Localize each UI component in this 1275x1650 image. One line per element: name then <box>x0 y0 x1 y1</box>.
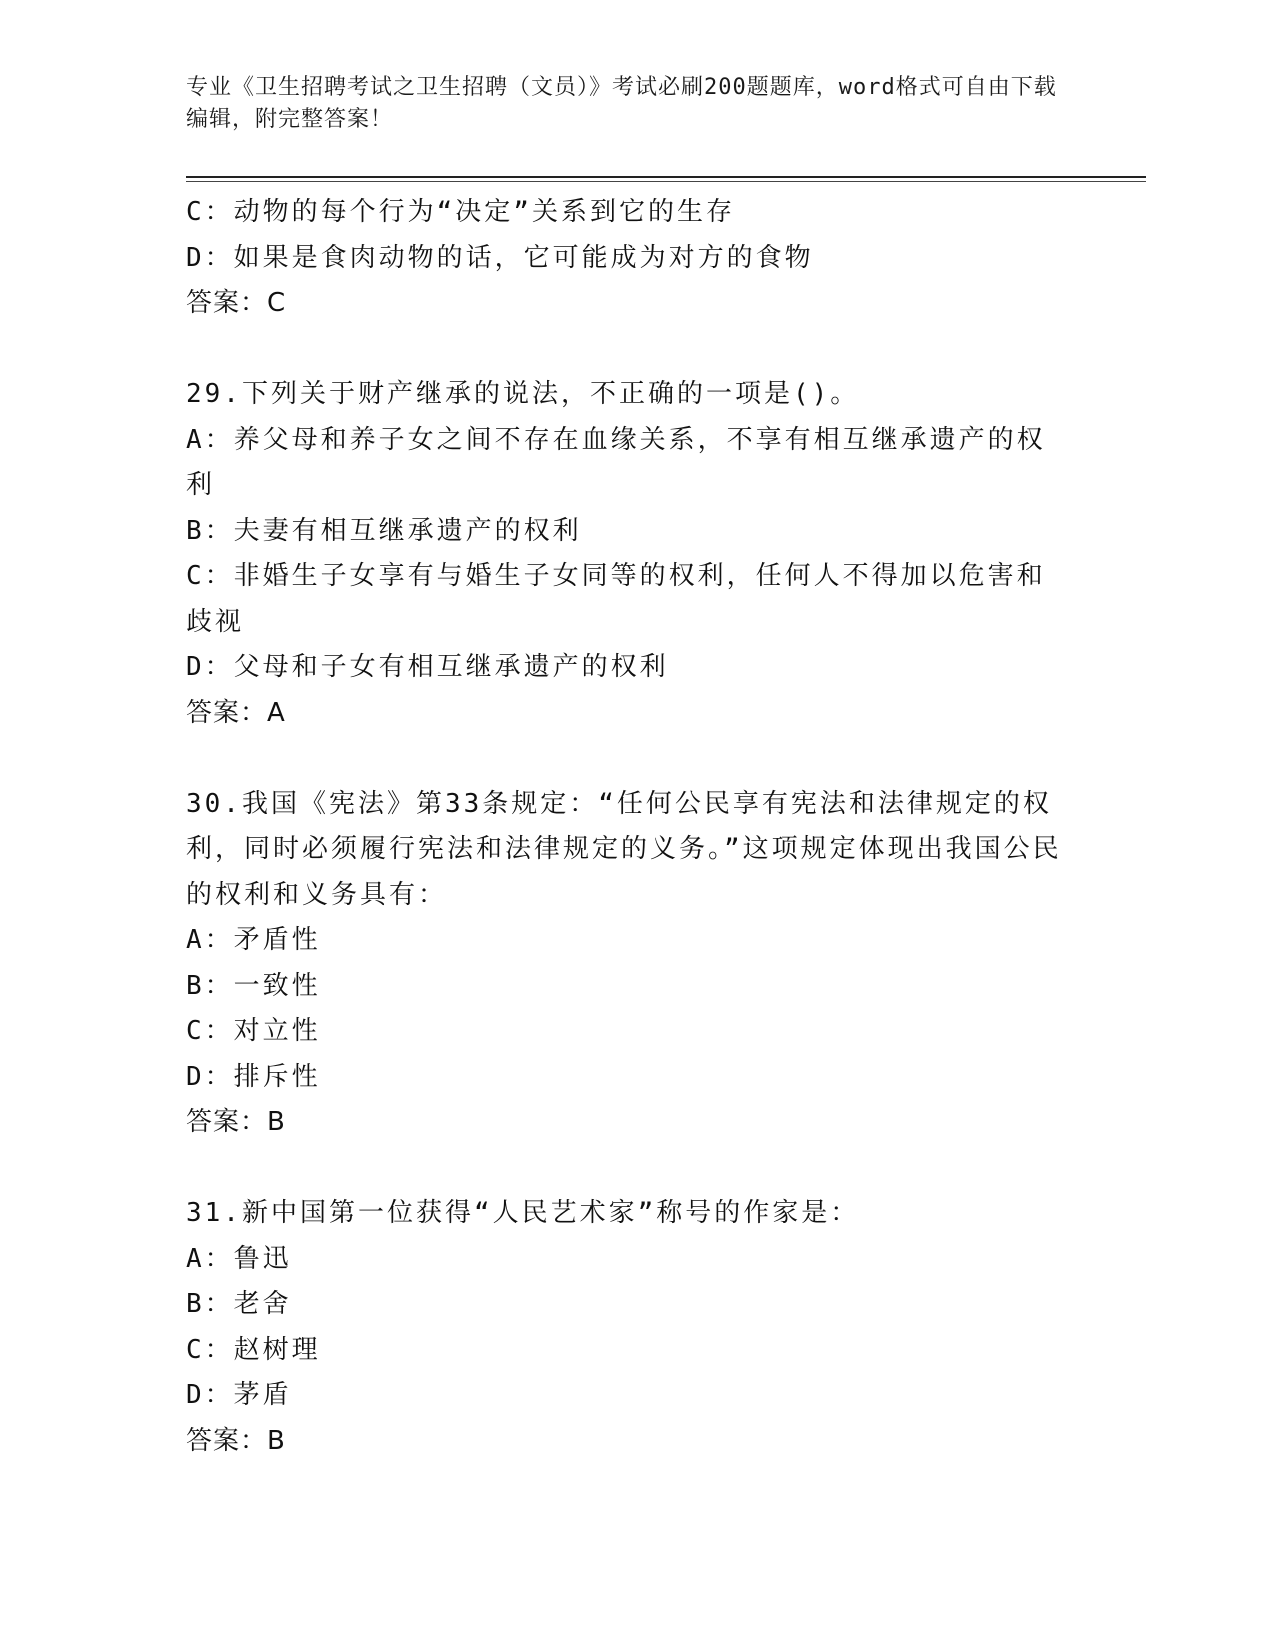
option-c: C：动物的每个行为“决定”关系到它的生存 <box>186 197 735 227</box>
question-block-30 <box>186 782 1066 1146</box>
option-a: A：鲁迅 <box>186 1243 292 1274</box>
question-list <box>186 190 1066 1464</box>
option-d: D：如果是食肉动物的话，它可能成为对方的食物 <box>186 242 814 273</box>
option-d: D：茅盾 <box>186 1380 292 1410</box>
option-c: C：赵树理 <box>186 1334 321 1365</box>
option-d: D：排斥性 <box>186 1061 321 1092</box>
question-block-28 <box>186 190 1066 327</box>
option-a: A：养父母和养子女之间不存在血缘关系，不享有相互继承遗产的权利 <box>186 424 1046 500</box>
option-c: C：对立性 <box>186 1016 321 1046</box>
option-b: B：老舍 <box>186 1289 292 1319</box>
question-text: 29.下列关于财产继承的说法，不正确的一项是()。 <box>186 379 860 409</box>
spacer <box>186 327 1066 373</box>
question-text: 30.我国《宪法》第33条规定：“任何公民享有宪法和法律规定的权利，同时必须履行宪法和法律规定的义务。”这项规定体现出我国公民的权利和义务具有： <box>186 788 1062 910</box>
option-a: A：矛盾性 <box>186 925 321 955</box>
header-divider-thick <box>186 176 1146 178</box>
question-text: 31.新中国第一位获得“人民艺术家”称号的作家是： <box>186 1198 860 1228</box>
option-b: B：一致性 <box>186 970 321 1001</box>
option-d: D：父母和子女有相互继承遗产的权利 <box>186 652 669 682</box>
question-block-31 <box>186 1191 1066 1464</box>
document-header: 专业《卫生招聘考试之卫生招聘（文员）》考试必刷200题题库，word格式可自由下载编辑，附完整答案！ <box>186 75 1057 132</box>
option-b: B：夫妻有相互继承遗产的权利 <box>186 515 582 546</box>
answer-line: 答案：B <box>186 1425 286 1456</box>
spacer <box>186 1146 1066 1192</box>
question-block-29 <box>186 372 1066 736</box>
spacer <box>186 736 1066 782</box>
answer-line: 答案：A <box>186 697 286 728</box>
answer-line: 答案：B <box>186 1107 286 1137</box>
answer-line: 答案：C <box>186 288 287 318</box>
header-divider-thin <box>186 181 1146 182</box>
option-c: C：非婚生子女享有与婚生子女同等的权利，任何人不得加以危害和歧视 <box>186 561 1046 637</box>
